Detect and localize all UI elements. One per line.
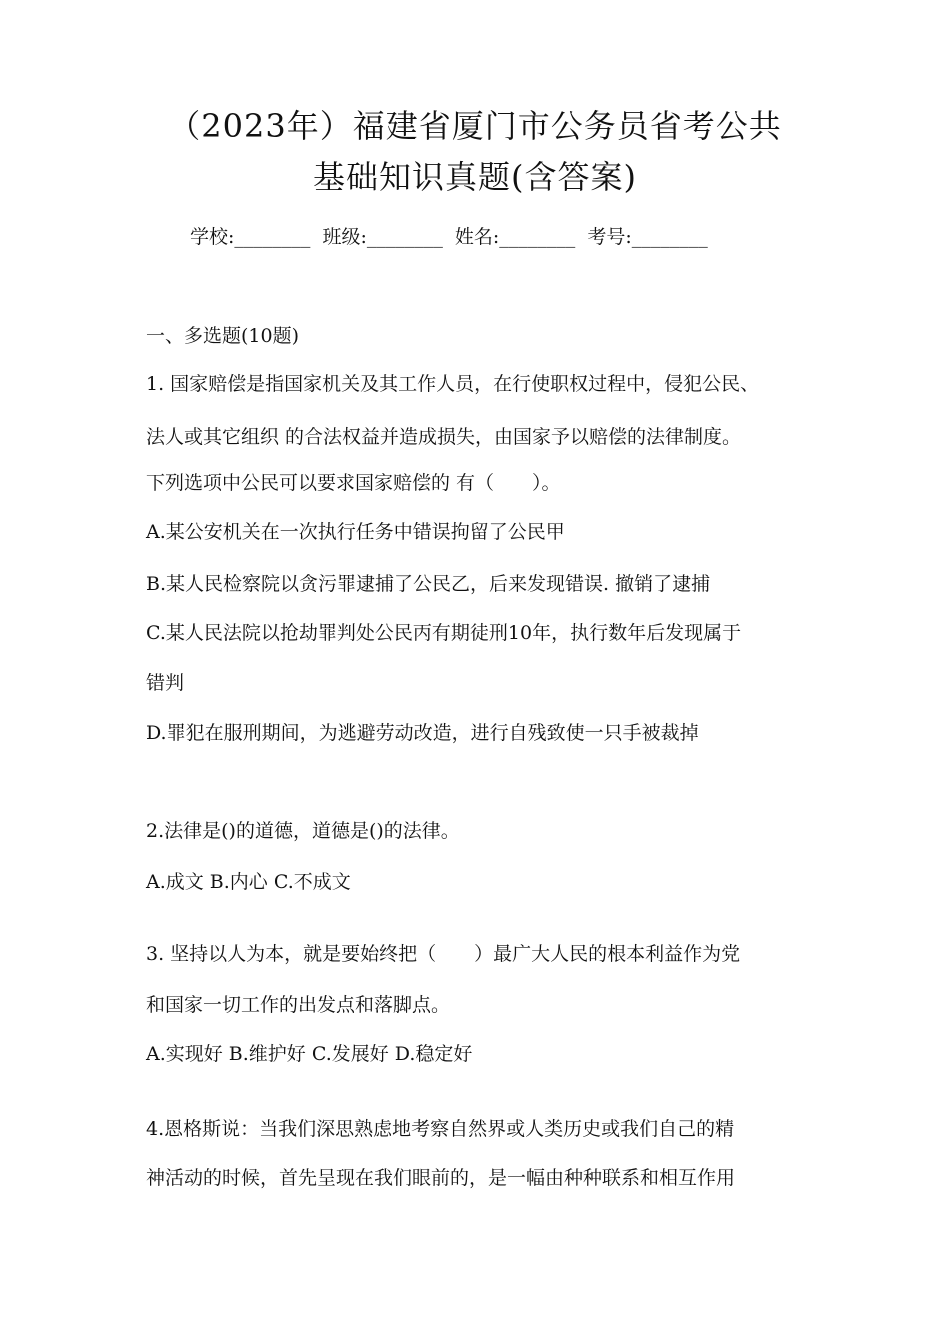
school-field: 学校:________ [190,226,311,248]
class-field: 班级:________ [322,226,443,248]
question-1-option-c: C.某人民法院以抢劫罪判处公民丙有期徒刑10年，执行数年后发现属于 [146,622,742,644]
question-1-text-line-1: 1. 国家赔偿是指国家机关及其工作人员，在行使职权过程中，侵犯公民、 [146,373,760,395]
question-2-options: A.成文 B.内心 C.不成文 [146,871,351,893]
question-1-option-c-cont: 错判 [146,672,185,694]
question-4-text-line-1: 4.恩格斯说：当我们深思熟虑地考察自然界或人类历史或我们自己的精 [146,1118,735,1140]
page-title-line-2: 基础知识真题(含答案) [313,158,637,196]
question-3-options: A.实现好 B.维护好 C.发展好 D.稳定好 [146,1043,473,1065]
question-2-text: 2.法律是()的道德，道德是()的法律。 [146,820,460,842]
question-3-text-line-1: 3. 坚持以人为本，就是要始终把（ ）最广大人民的根本利益作为党 [146,943,741,965]
question-1-option-d: D.罪犯在服刑期间，为逃避劳动改造，进行自残致使一只手被裁掉 [146,722,699,744]
question-3-text-line-2: 和国家一切工作的出发点和落脚点。 [146,994,451,1016]
question-4-text-line-2: 神活动的时候，首先呈现在我们眼前的，是一幅由种种联系和相互作用 [146,1167,736,1189]
name-field: 姓名:________ [454,226,576,248]
question-1-option-a: A.某公安机关在一次执行任务中错误拘留了公民甲 [146,521,565,543]
question-1-text-line-2: 法人或其它组织 的合法权益并造成损失，由国家予以赔偿的法律制度。 [146,426,742,448]
question-1-text-line-3: 下列选项中公民可以要求国家赔偿的 有（ ）。 [146,472,561,494]
exam-number-field: 考号:________ [587,226,708,248]
student-info-row [190,224,714,250]
section-heading: 一、多选题(10题) [146,325,300,347]
page-title-line-1: （2023年）福建省厦门市公务员省考公共 [168,107,782,145]
question-1-option-b: B.某人民检察院以贪污罪逮捕了公民乙，后来发现错误. 撤销了逮捕 [146,573,711,595]
